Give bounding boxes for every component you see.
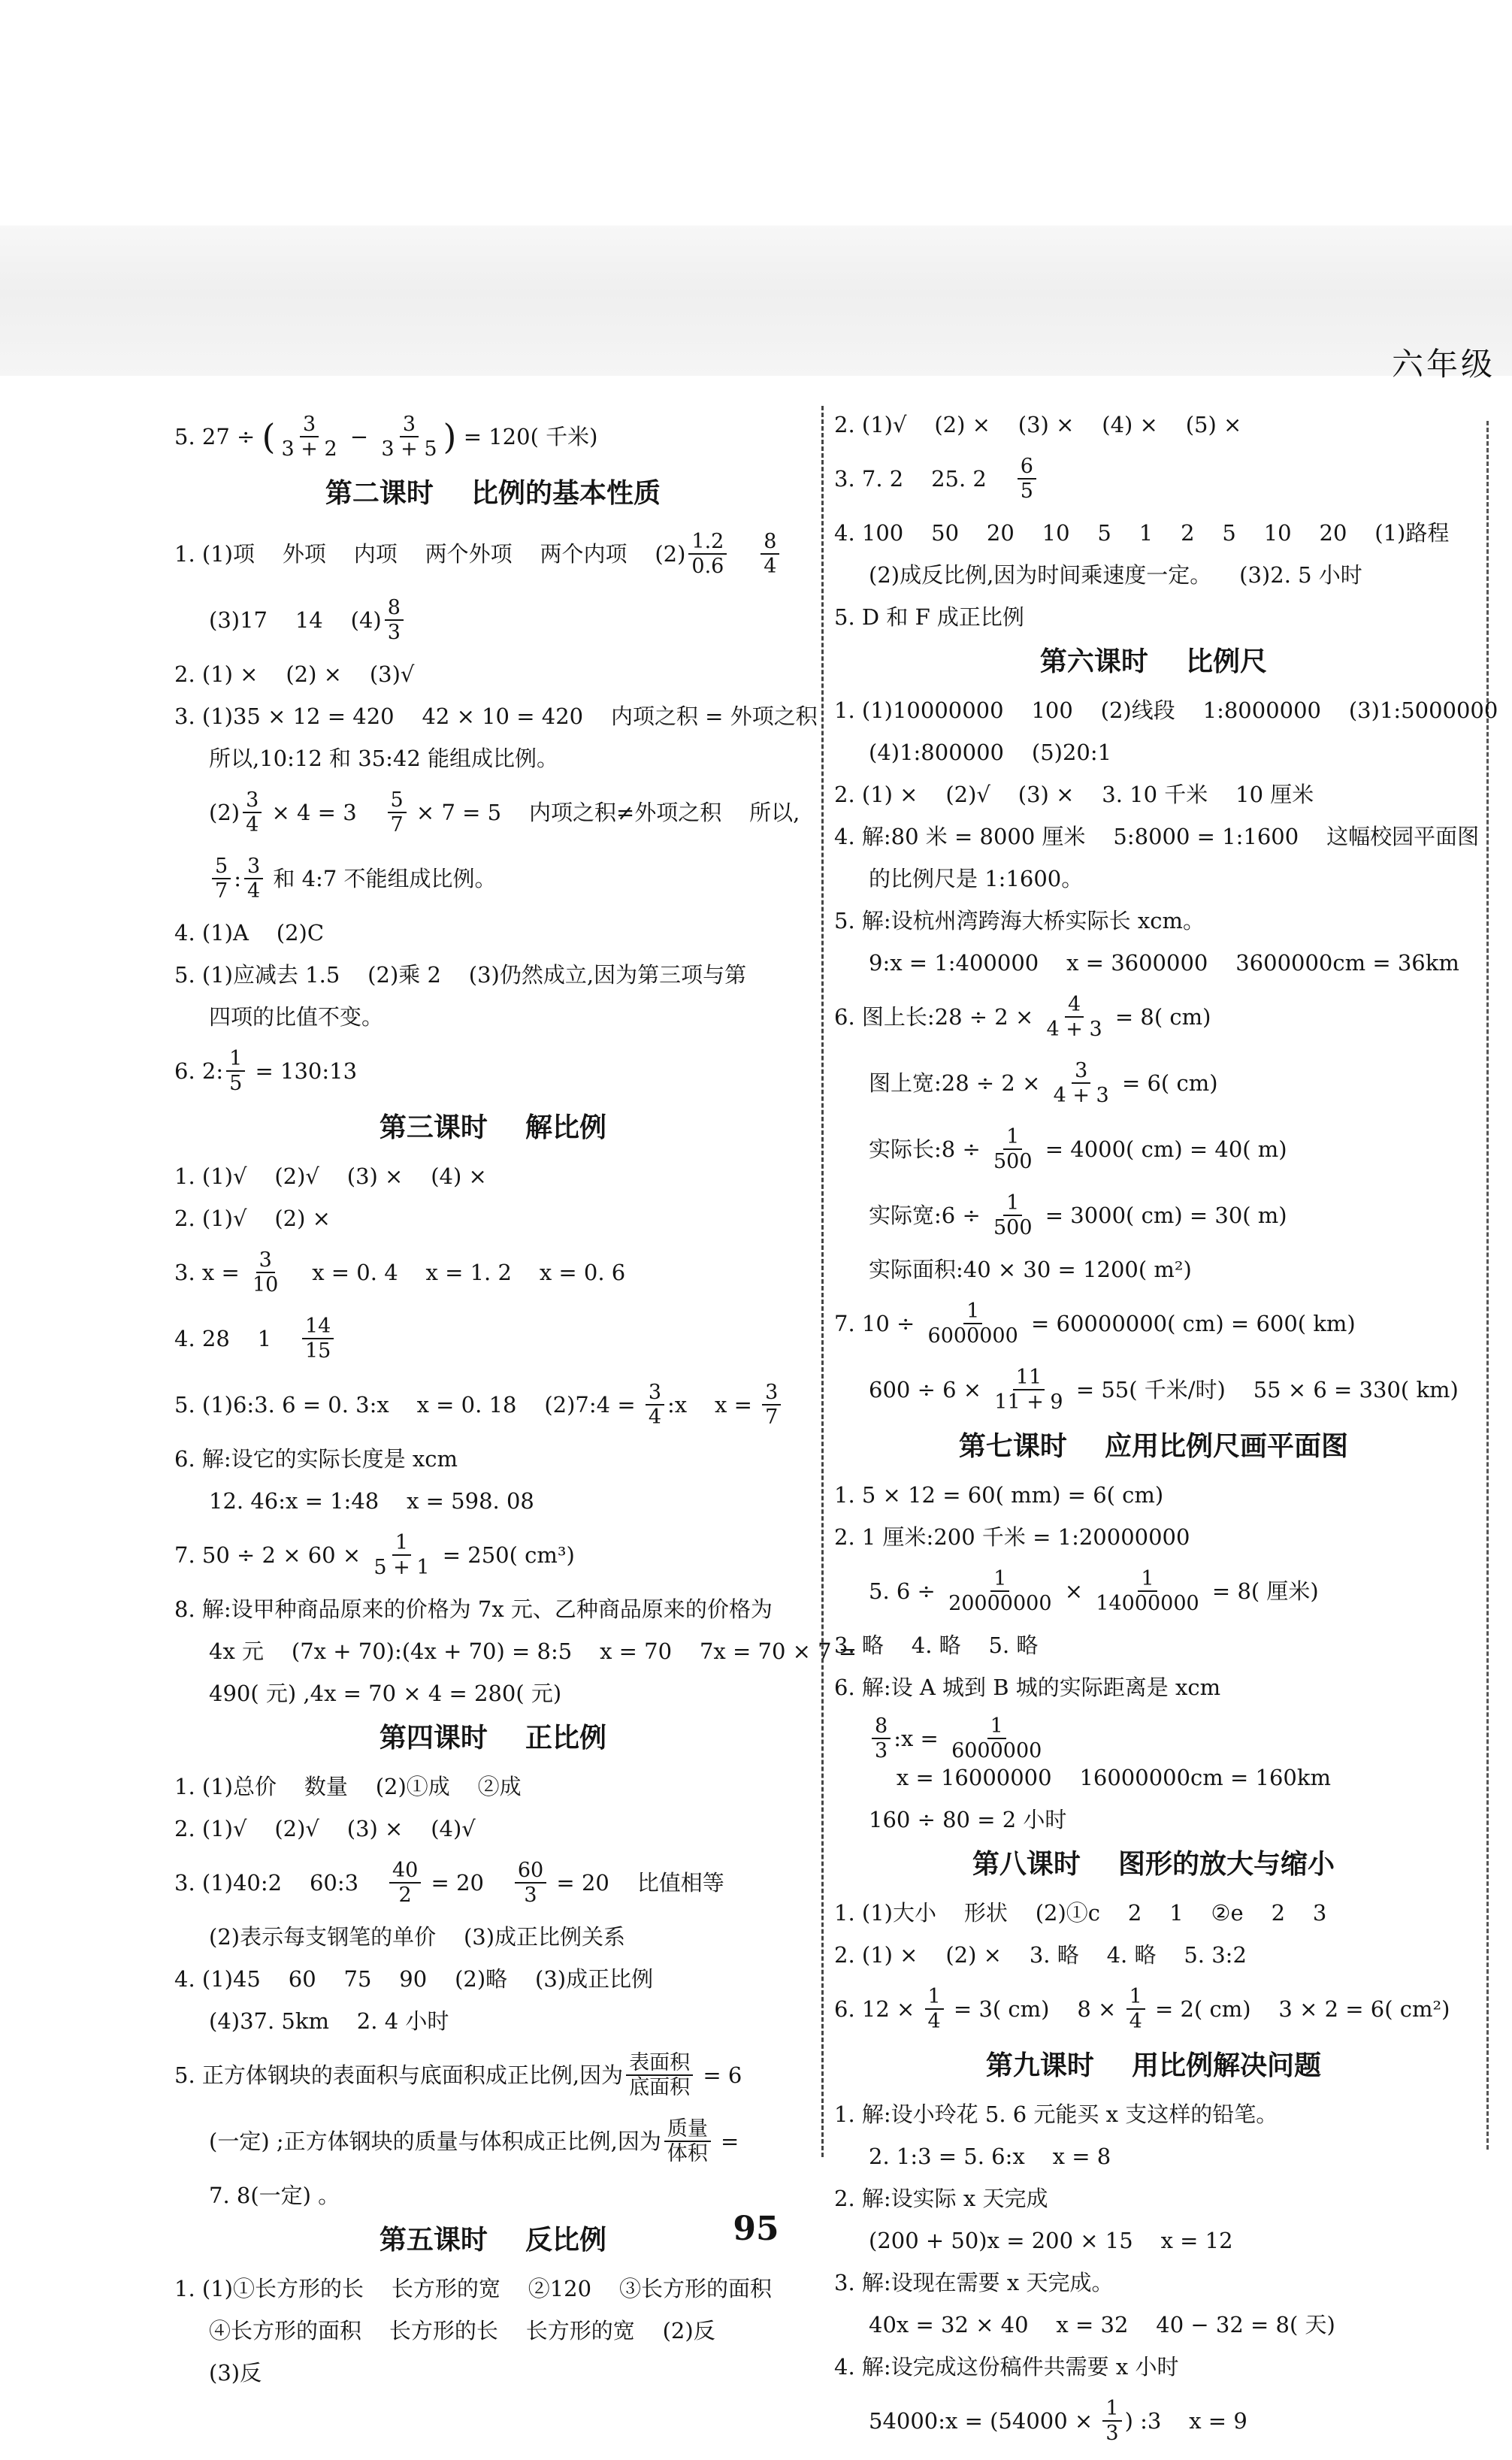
answer-line: 40x = 32 × 40 x = 32 40 − 32 = 8( 天) [869, 2312, 1335, 2337]
fraction [1093, 1567, 1202, 1615]
answer-line: (3)反 [209, 2360, 262, 2386]
numerator: 3 [256, 1248, 275, 1273]
numerator: 14 [302, 1315, 334, 1339]
numerator: 40 [389, 1859, 421, 1884]
answer-line: 2. (1) × (2)√ (3) × 3. 10 千米 10 厘米 [834, 782, 1314, 807]
fraction [378, 413, 440, 461]
answer-line [174, 785, 812, 840]
denominator: 5 [1020, 480, 1033, 503]
answer-text: = 4000( cm) = 40( m) [1038, 1136, 1287, 1162]
answer-line: (2)表示每支钢笔的单价 (3)成正比例关系 [209, 1924, 626, 1950]
denominator: 10 [252, 1273, 279, 1297]
numerator: 1 [1126, 1985, 1145, 2010]
fraction [948, 1714, 1045, 1763]
answer-text: ) [443, 416, 457, 457]
fraction [212, 855, 231, 903]
denominator: 3 [875, 1739, 888, 1763]
denominator: 体积 [667, 2142, 708, 2165]
numerator: 3 [762, 1381, 781, 1405]
answer-text: 6. 2: [174, 1058, 224, 1084]
answer-line: 5. (1)应减去 1.5 (2)乘 2 (3)仍然成立,因为第三项与第 [174, 962, 747, 988]
denominator: 15 [305, 1339, 331, 1363]
answer-text: 7. 10 ÷ [834, 1311, 922, 1336]
answer-line: 2. 1 厘米:200 千米 = 1:20000000 [834, 1524, 1190, 1550]
answer-line [174, 1312, 812, 1366]
answer-text: 实际长:8 ÷ [869, 1136, 987, 1162]
denominator: 6000000 [927, 1324, 1018, 1348]
answer-text: = 55( 千米/时) 55 × 6 = 330( km) [1069, 1377, 1459, 1402]
answer-line [834, 452, 1473, 506]
denominator: 底面积 [629, 2076, 691, 2099]
fraction [688, 530, 727, 578]
answer-line: 1. (1)大小 形状 (2)①c 2 1 ②e 2 3 [834, 1900, 1327, 1926]
numerator: 1 [1003, 1191, 1022, 1216]
numerator: 8 [872, 1714, 891, 1739]
answer-line: (4)1:800000 (5)20:1 [869, 740, 1112, 765]
numerator: 质量 [664, 2117, 711, 2142]
answer-text: = 250( cm³) [435, 1542, 575, 1568]
denominator: 4 + 3 [1053, 1084, 1109, 1107]
denominator: 500 [993, 1216, 1033, 1239]
answer-text: = 6( cm) [1114, 1070, 1218, 1096]
fraction [990, 1191, 1036, 1239]
answer-line: 的比例尺是 1:1600。 [869, 866, 1084, 891]
fraction [646, 1381, 664, 1429]
answer-line [174, 410, 812, 464]
answer-line [834, 1122, 1473, 1176]
fraction [991, 1366, 1066, 1414]
column-divider [821, 406, 824, 2157]
answer-line: 160 ÷ 80 = 2 小时 [869, 1807, 1067, 1832]
answer-line [834, 1363, 1473, 1417]
fraction [243, 788, 262, 837]
answer-text: x = 16000000 16000000cm = 160km [869, 1765, 1331, 1790]
denominator: 3 + 2 [281, 437, 337, 461]
fraction [1126, 1985, 1145, 2033]
denominator: 5 + 1 [373, 1556, 430, 1579]
denominator: 4 [1129, 2010, 1142, 2033]
denominator: 2 [398, 1884, 412, 1907]
denominator: 0.6 [691, 555, 724, 578]
answer-line: 490( 元) ,4x = 70 × 4 = 280( 元) [209, 1681, 562, 1706]
answer-line: 1. (1)10000000 100 (2)线段 1:8000000 (3)1:5000000 [834, 697, 1498, 723]
answer-text: 3. (1)40:2 60:3 [174, 1870, 386, 1896]
answer-line: 6. 解:设 A 城到 B 城的实际距离是 xcm [834, 1675, 1221, 1700]
denominator: 6000000 [951, 1739, 1042, 1763]
answer-line: 1. (1)总价 数量 (2)①成 ②成 [174, 1774, 522, 1799]
numerator: 11 [1013, 1366, 1045, 1390]
numerator: 1 [226, 1047, 245, 1072]
answer-line: 8. 解:设甲种商品原来的价格为 7x 元、乙种商品原来的价格为 [174, 1596, 773, 1622]
section-heading: 第七课时 应用比例尺画平面图 [958, 1431, 1349, 1462]
answer-line: 12. 46:x = 1:48 x = 598. 08 [209, 1488, 534, 1514]
section-heading: 第八课时 图形的放大与缩小 [972, 1849, 1335, 1880]
answer-text: x = 0. 4 x = 1. 2 x = 0. 6 [284, 1260, 626, 1285]
numerator: 8 [761, 530, 779, 555]
answer-line [834, 1714, 1473, 1793]
answer-text: ) :3 x = 9 [1124, 2408, 1247, 2434]
numerator: 1 [925, 1985, 944, 2010]
numerator: 6 [1018, 455, 1036, 480]
answer-line: 1. 5 × 12 = 60( mm) = 6( cm) [834, 1482, 1164, 1508]
answer-text: = 3000( cm) = 30( m) [1038, 1203, 1287, 1228]
section-heading: 第六课时 比例尺 [1039, 646, 1268, 677]
answer-line: 2. (1) × (2) × (3)√ [174, 661, 415, 687]
answer-line: 4. (1)A (2)C [174, 920, 325, 946]
answer-text: 和 4:7 不能组成比例。 [266, 866, 497, 891]
numerator: 8 [385, 596, 404, 621]
fraction [1102, 2397, 1121, 2445]
answer-line: 实际面积:40 × 30 = 1200( m²) [869, 1257, 1192, 1282]
answer-text: (2) [209, 800, 240, 825]
numerator: 5 [388, 788, 407, 813]
answer-text: = [713, 2129, 739, 2154]
denominator: 20000000 [948, 1592, 1052, 1615]
numerator: 1 [1102, 2397, 1121, 2422]
answer-line: 2. (1)√ (2)√ (3) × (4)√ [174, 1816, 476, 1841]
denominator: 4 [648, 1405, 662, 1429]
answer-text: × [1057, 1578, 1090, 1604]
answer-line [834, 1564, 1473, 1618]
answer-line [174, 1378, 812, 1432]
denominator: 5 [229, 1072, 243, 1095]
answer-text: × 7 = 5 内项之积≠外项之积 所以, [409, 800, 800, 825]
answer-text: :x = [894, 1726, 946, 1751]
numerator: 1 [987, 1714, 1006, 1739]
answer-line: 4. 100 50 20 10 5 1 2 5 10 20 (1)路程 [834, 520, 1450, 546]
answer-text: = 20 [424, 1870, 512, 1896]
numerator: 3 [244, 855, 263, 879]
answer-text: = 8( 厘米) [1205, 1578, 1319, 1604]
answer-line [834, 2394, 1473, 2448]
fraction [925, 1300, 1021, 1348]
answer-line: (4)37. 5km 2. 4 小时 [209, 2008, 449, 2034]
denominator: 7 [390, 813, 404, 837]
denominator: 4 [764, 555, 777, 578]
answer-line: 2. (1)√ (2) × (3) × (4) × (5) × [834, 412, 1242, 437]
answer-line: 3. 略 4. 略 5. 略 [834, 1632, 1039, 1658]
answer-line: 四项的比值不变。 [209, 1004, 384, 1030]
answer-line: (2)成反比例,因为时间乘速度一定。 (3)2. 5 小时 [869, 562, 1362, 588]
answer-text: 6. 12 × [834, 1996, 922, 2022]
fraction [249, 1248, 281, 1297]
answer-line [834, 1188, 1473, 1242]
answer-line: 所以,10:12 和 35:42 能组成比例。 [209, 746, 559, 771]
answer-text: = 20 比值相等 [549, 1870, 724, 1896]
answer-line [174, 2048, 812, 2102]
section-heading: 第五课时 反比例 [379, 2225, 607, 2256]
answer-line [834, 1297, 1473, 1351]
answer-text: 1. (1)项 外项 内项 两个外项 两个内项 (2) [174, 541, 686, 567]
denominator: 4 [246, 813, 259, 837]
answer-text: 实际宽:6 ÷ [869, 1203, 987, 1228]
answer-text: = 8( cm) [1108, 1004, 1211, 1030]
answer-text: = 6 [696, 2062, 742, 2088]
left-column [174, 410, 857, 2400]
answer-line [174, 593, 812, 647]
fraction [925, 1985, 944, 2033]
answer-text: = 130:13 [248, 1058, 358, 1084]
numerator: 表面积 [626, 2051, 693, 2076]
answer-text: = 60000000( cm) = 600( km) [1024, 1311, 1356, 1336]
fraction [1051, 1059, 1112, 1107]
answer-line: 9:x = 1:400000 x = 3600000 3600000cm = 36km [869, 950, 1459, 976]
answer-text: × 4 = 3 [265, 800, 385, 825]
answer-line: 1. (1)①长方形的长 长方形的宽 ②120 ③长方形的面积 [174, 2276, 772, 2301]
numerator: 1 [392, 1531, 411, 1556]
section-heading: 第三课时 解比例 [379, 1112, 607, 1143]
answer-text: 5. (1)6:3. 6 = 0. 3:x x = 0. 18 (2)7:4 = [174, 1392, 643, 1418]
answer-text: 3. 7. 2 25. 2 [834, 466, 1015, 492]
fraction [1018, 455, 1036, 503]
numerator: 3 [300, 413, 319, 437]
denominator: 3 [1105, 2422, 1119, 2445]
answer-text: − [343, 424, 376, 449]
answer-line: ④长方形的面积 长方形的长 长方形的宽 (2)反 [209, 2318, 715, 2344]
answer-line [174, 852, 812, 906]
fraction [370, 1531, 432, 1579]
answer-line: (200 + 50)x = 200 × 15 x = 12 [869, 2228, 1233, 2253]
fraction [302, 1315, 334, 1363]
answer-text: (一定) ;正方体钢块的质量与体积成正比例,因为 [209, 2129, 661, 2154]
right-column [834, 410, 1498, 2460]
denominator: 4 [927, 2010, 941, 2033]
numerator: 3 [243, 788, 262, 813]
answer-text: 54000:x = (54000 × [869, 2408, 1100, 2434]
fraction [762, 1381, 781, 1429]
numerator: 1 [990, 1567, 1009, 1592]
denominator: 3 [524, 1884, 537, 1907]
answer-line: 2. (1) × (2) × 3. 略 4. 略 5. 3:2 [834, 1942, 1247, 1968]
answer-text: (3)17 14 (4) [209, 607, 382, 633]
denominator: 4 + 3 [1046, 1018, 1102, 1041]
answer-line: 4. (1)45 60 75 90 (2)略 (3)成正比例 [174, 1966, 654, 1992]
denominator: 4 [246, 879, 261, 903]
denominator: 3 [387, 621, 401, 644]
answer-line [834, 990, 1473, 1044]
answer-text: 600 ÷ 6 × [869, 1377, 989, 1402]
fraction [226, 1047, 245, 1095]
fraction [389, 1859, 421, 1907]
numerator: 1 [1138, 1567, 1157, 1592]
answer-line [174, 1245, 812, 1300]
section-heading: 第二课时 比例的基本性质 [325, 478, 661, 509]
answer-text [730, 539, 758, 569]
numerator: 3 [646, 1381, 664, 1405]
section-heading: 第九课时 用比例解决问题 [985, 2050, 1322, 2081]
answer-line: 2. 解:设实际 x 天完成 [834, 2186, 1048, 2211]
numerator: 60 [515, 1859, 546, 1884]
answer-line [174, 527, 812, 581]
fraction [945, 1567, 1054, 1615]
answer-line: 4x 元 (7x + 70):(4x + 70) = 8:5 x = 70 7x = 70 × 7 = [209, 1638, 857, 1664]
answer-line [174, 1044, 812, 1098]
answer-line: 4. 解:80 米 = 8000 厘米 5:8000 = 1:1600 这幅校园平面图 [834, 824, 1480, 849]
fraction [761, 530, 779, 578]
numerator: 3 [400, 413, 419, 437]
answer-line [174, 1528, 812, 1582]
answer-line: 3. (1)35 × 12 = 420 42 × 10 = 420 内项之积 = 外项之积 [174, 704, 818, 729]
answer-line [174, 1856, 812, 1910]
answer-line: 2. (1)√ (2) × [174, 1206, 331, 1231]
fraction [1043, 993, 1105, 1041]
numerator: 1 [963, 1300, 982, 1324]
header-band [0, 225, 1512, 376]
section-heading: 第四课时 正比例 [379, 1723, 607, 1753]
answer-line [174, 2114, 812, 2168]
fraction [388, 788, 407, 837]
answer-text: 图上宽:28 ÷ 2 × [869, 1070, 1048, 1096]
denominator: 7 [215, 879, 228, 903]
numerator: 5 [212, 855, 231, 879]
answer-text: = 120( 千米) [456, 424, 598, 449]
answer-line: 1. (1)√ (2)√ (3) × (4) × [174, 1163, 487, 1189]
answer-line: 1. 解:设小玲花 5. 6 元能买 x 支这样的铅笔。 [834, 2101, 1278, 2127]
answer-text: 6. 图上长:28 ÷ 2 × [834, 1004, 1041, 1030]
answer-text: 7. 50 ÷ 2 × 60 × [174, 1542, 368, 1568]
answer-text: 5. 6 ÷ [869, 1578, 943, 1604]
answer-text: 3. x = [174, 1260, 246, 1285]
numerator: 1.2 [688, 530, 727, 555]
answer-line: 7. 8(一定) 。 [209, 2183, 340, 2208]
answer-text: :x x = [667, 1392, 760, 1418]
answer-text: 4. 28 1 [174, 1326, 299, 1351]
answer-text: 5. 27 ÷ [174, 424, 262, 449]
fraction [626, 2051, 693, 2099]
denominator: 500 [993, 1150, 1033, 1173]
right-margin-divider [1486, 421, 1489, 2150]
denominator: 14000000 [1096, 1592, 1199, 1615]
answer-line: 4. 解:设完成这份稿件共需要 x 小时 [834, 2354, 1179, 2380]
answer-line: 5. 解:设杭州湾跨海大桥实际长 xcm。 [834, 908, 1205, 933]
denominator: 3 + 5 [381, 437, 437, 461]
answer-text: 5. 正方体钢块的表面积与底面积成正比例,因为 [174, 2062, 624, 2088]
answer-text: : [234, 866, 241, 891]
fraction [515, 1859, 546, 1907]
fraction [244, 855, 263, 903]
answer-line: 5. D 和 F 成正比例 [834, 604, 1024, 630]
fraction [872, 1714, 891, 1763]
page-number: 95 [733, 2210, 779, 2248]
fraction [385, 596, 404, 644]
fraction [990, 1125, 1036, 1173]
answer-line: 2. 1:3 = 5. 6:x x = 8 [869, 2144, 1111, 2169]
answer-line [834, 1982, 1473, 2036]
fraction [278, 413, 340, 461]
numerator: 4 [1065, 993, 1084, 1018]
answer-text: ( [262, 416, 276, 457]
numerator: 1 [1003, 1125, 1022, 1150]
denominator: 7 [765, 1405, 779, 1429]
answer-line [834, 1056, 1473, 1110]
answer-text: = 3( cm) 8 × [946, 1996, 1123, 2022]
numerator: 3 [1072, 1059, 1090, 1084]
answer-line: 6. 解:设它的实际长度是 xcm [174, 1446, 458, 1472]
answer-line: 3. 解:设现在需要 x 天完成。 [834, 2270, 1114, 2295]
denominator: 11 + 9 [994, 1390, 1063, 1414]
fraction [664, 2117, 711, 2165]
answer-text: = 2( cm) 3 × 2 = 6( cm²) [1148, 1996, 1450, 2022]
grade-label: 六年级 [1391, 346, 1495, 383]
